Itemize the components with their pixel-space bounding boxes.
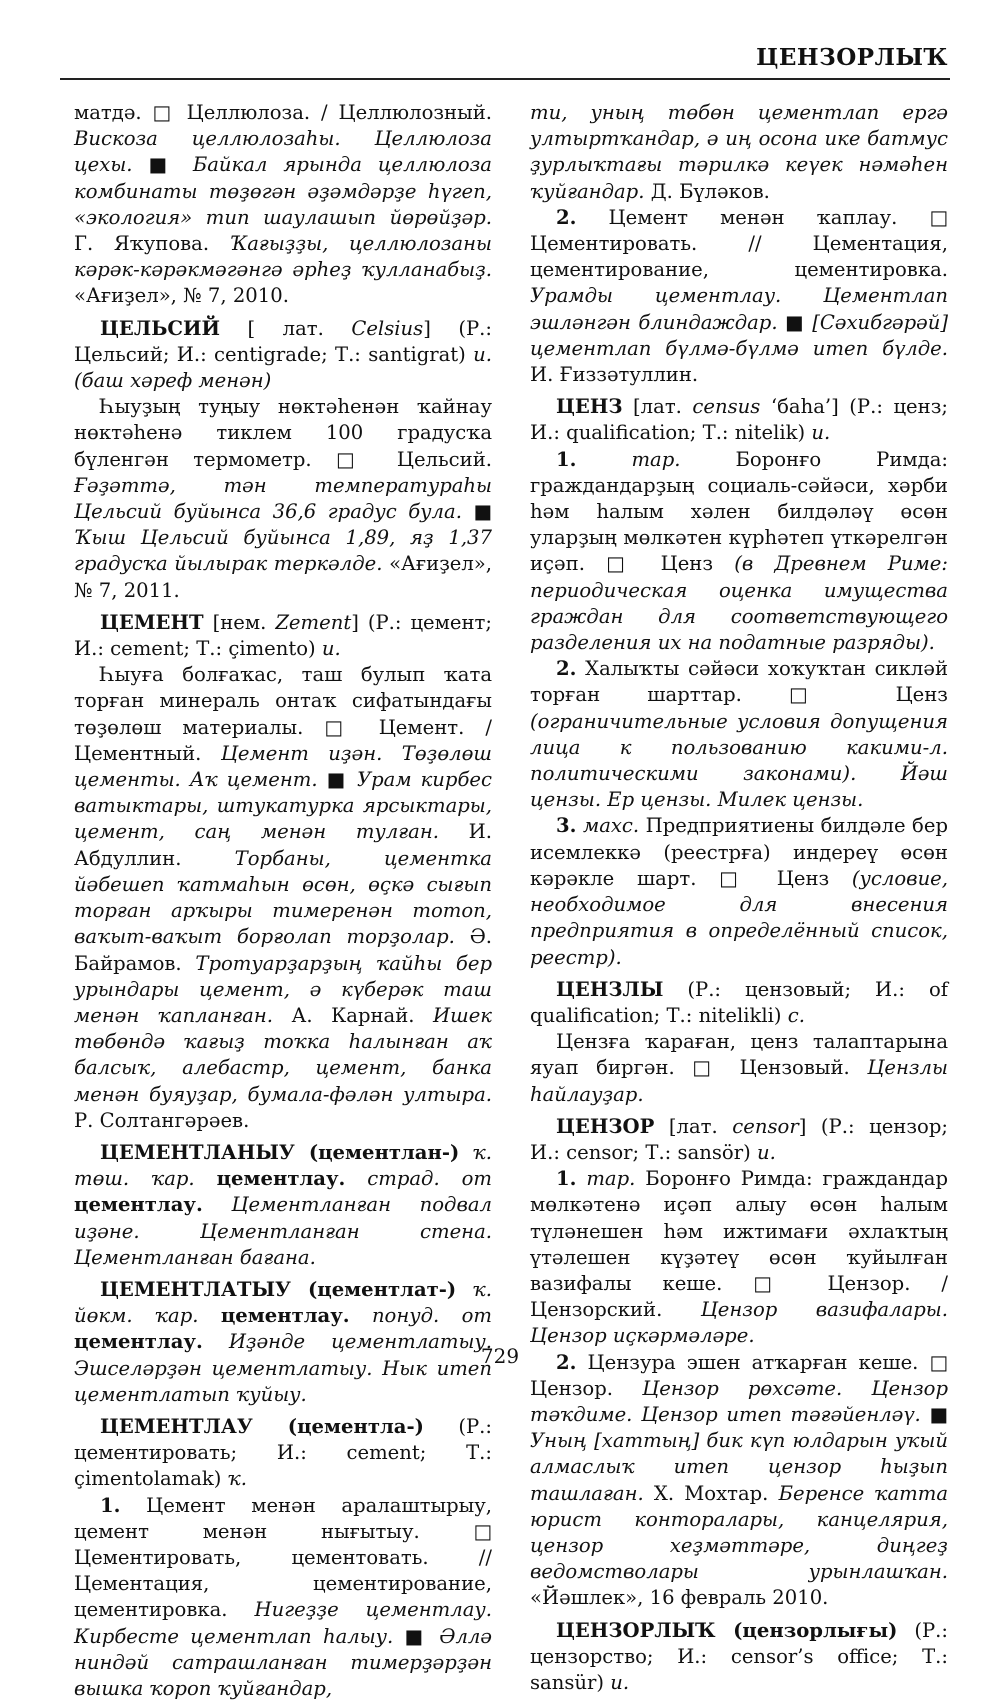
text: [лат. [622,395,693,419]
text: «Ағиҙел», № 7, 2011. [74,552,492,602]
italic-text: махс. [582,814,640,838]
text: Г. Яҡупова. [74,232,230,256]
italic-text: census [692,395,761,419]
headword: ЦЕЛЬСИЙ [100,316,220,340]
text [198,1304,220,1327]
italic-text: Ҡағыҙҙы, целлюлозаны кәрәк-кәрәкмәгәнгә әрһеҙ ҡулланабыҙ. [74,232,492,282]
text: Ә. Байрамов. [74,925,492,975]
russian-equivalent-marker-icon: □ [929,1350,948,1374]
text [456,1278,472,1301]
dictionary-entry-head [74,1414,492,1493]
text: Х. Мохтар. [643,1481,779,1505]
italic-text: и. [610,1670,630,1694]
citation-marker-icon: ■ [404,1624,429,1648]
citation-marker-icon: ■ [929,1402,948,1426]
citation-marker-icon: ■ [473,500,492,524]
text: Цензға ҡараған, ценз талаптарына яуап биргән. [530,1030,948,1080]
headword: цементлау. [220,1304,350,1328]
definition-paragraph [74,394,492,604]
text: Цементировать, цементовать. // Цементация, цементирование, цементировка. [74,1545,492,1622]
definition-paragraph [530,1166,948,1349]
italic-text: Цензор рөхсәте. Цензор тәҡдиме. Цензор итеп тәғәйенләү. [530,1376,948,1426]
italic-text: Цементланған подвал иҙәне. Цементланған стена. Цементланған бағана. [74,1193,492,1269]
headword: ЦЕНЗЛЫ [556,977,664,1001]
header-rule [60,78,950,80]
italic-text: Торбаны, цементка йәбешеп ҡатмаһын өсөн, өҫкә сығып торған арҡыры тимеренән тотоп, ваҡыт-ваҡыт борғолап торҙолар. [74,846,492,949]
text: Ценз [754,866,852,890]
text: [нем. [203,610,276,634]
text: И. Ғиззәтуллин. [530,363,699,387]
definition-paragraph [530,205,948,388]
text: Цемент менән аралаштырыу, цемент менән нығытыу. [74,1493,492,1543]
headword: ЦЕМЕНТЛАНЫУ (цементлан-) [100,1140,460,1164]
text: Цельсий. [372,447,492,471]
text [576,448,631,471]
continued-paragraph [530,100,948,205]
italic-text: Ишек төбөндә ҡағыҙ тоҡка һалынған аҡ балсыҡ, алебастр, цемент, банка менән буяуҙар, бумала-фәлән ултыра. [74,1003,492,1106]
italic-text: понуд. от [371,1304,492,1328]
text: Р. Солтангәрәев. [74,1108,250,1132]
text: «Йәшлек», 16 февраль 2010. [530,1586,829,1610]
right-column [530,100,948,1696]
text: Һыуҙың туңыу нөктәһенән ҡайнау нөктәһенә тиклем 100 градусҡа бүленгән термометр. [74,395,492,471]
text: ‘баһа’] (Р.: ценз; И.: qualification; Т.: nitelik) [530,395,948,445]
dictionary-entry-head [530,1618,948,1697]
dictionary-entry-head [530,394,948,446]
text: матдә. [74,101,153,124]
italic-text: Ҡыш Цельсий буйынса 1,89, яҙ 1,37 градусҡа йылырак теркәлде. [74,526,492,576]
italic-text: с. [787,1003,805,1027]
text [459,1141,472,1164]
italic-text: и. [321,637,341,661]
italic-text: Цензлы һайлауҙар. [530,1056,948,1106]
italic-text: Тротуарҙарҙың ҡайһы бер урындары цемент, ә күберәк таш менән ҡапланған. [74,951,493,1027]
page-number: 729 [480,1344,520,1368]
definition-paragraph [530,447,948,657]
headword: цементлау. [74,1193,203,1217]
russian-equivalent-marker-icon: □ [789,683,849,707]
definition-paragraph [530,813,948,970]
citation-marker-icon: ■ [148,153,177,177]
italic-text: Zement [275,610,352,634]
definition-paragraph [74,662,492,1134]
text: Предприятиены билдәле бер исемлеккә (реестрға) индереү өсөн кәрәкле шарт. [530,814,948,890]
italic-text: страд. от [367,1167,492,1191]
italic-text: Уның [хаттың] бик күп юлдарын уҡый алмаслыҡ итеп цензор һыҙып ташлаған. [530,1429,948,1505]
italic-text: Иҙәнде цементлатыу. Эшселәрҙән цементлатыу. Нык итеп цементлатып ҡуйыу. [74,1330,492,1406]
italic-text: (ограничительные условия допущения лица к пользованию какими-л. политическими законами). Йәш цензы. Ер цензы. Милек цензы. [530,709,948,812]
italic-text: ҡ. [227,1467,248,1491]
italic-text: Вискоза целлюлозаһы. Целлюлоза цехы. [74,127,492,177]
italic-text: Байкал ярында целлюлоза комбинаты төҙөгән әҙәмдәрҙе һүгеп, «экология» тип шаулашып йөрөйҙәр. [74,153,492,229]
text: Ценз [848,683,948,707]
text: [ лат. [219,316,352,340]
headword: ЦЕНЗ [556,395,623,419]
italic-text: Әллә ниндәй сатрашланған тимерҙәрҙән вышка ҡороп ҡуйғандар, [74,1624,492,1700]
italic-text: Цемент иҙән. Төҙөлөш цементы. Аҡ цемент. [74,741,492,792]
headword: ЦЕНЗОР [556,1114,655,1138]
dictionary-entry-head [74,1277,492,1408]
italic-text: ҡ. төш. ҡар. [74,1140,492,1191]
italic-text: и. [811,421,831,445]
italic-text: ҡ. йөкм. ҡар. [74,1277,492,1328]
definition-paragraph [530,1350,948,1612]
dictionary-entry-head [74,610,492,662]
headword: 1. [556,1167,577,1191]
definition-paragraph [530,656,948,813]
definition-paragraph [530,1029,948,1108]
text: Боронғо Римда: граждандар мөлкәтенә иҫәп алыу өсөн һалым түләнешен һәм ижтимағи әхлаҡтың үтәлешен күҙәтеү өсөн ҡуйылған вазифалы кеше. [530,1167,948,1295]
headword: 1. [100,1493,121,1517]
text: (Р.: цензовый; И.: of qualification; Т.: nitelikli) [530,977,948,1027]
text: Боронғо Римда: граждандарҙың социаль-сәйәси, хәрби һәм һалым хәлен билдәләү өсөн уларҙың мөлкәтен күрһәтеп үткәрелгән иҫәп. [530,447,948,576]
headword: ЦЕНЗОРЛЫҠ (цензорлығы) [556,1618,898,1642]
text: Цензура эшен атҡарған кеше. [576,1350,930,1374]
italic-text: Беренсе ҡатта юрист конторалары, канцелярия, цензор хеҙмәттәре, диңгеҙ ведомстволары урынлашҡан. [530,1481,948,1584]
dictionary-entry-head [74,316,492,395]
italic-text: и. [756,1140,776,1164]
headword: ЦЕМЕНТ [100,610,204,634]
text: (Р.: цементировать; И.: cement; Т.: çimentolamak) [74,1414,493,1491]
russian-equivalent-marker-icon: □ [335,447,373,471]
russian-equivalent-marker-icon: □ [692,1056,723,1080]
headword: цементлау. [74,1330,203,1354]
text: Цемент менән ҡаплау. [576,205,930,229]
italic-text: и. (баш хәреф менән) [74,342,492,393]
italic-text: Урам кирбес ватыктары, штукатурка ярсыктары, цемент, саң менән тулған. [74,768,493,844]
text: Цензор. / Цензорский. [530,1271,948,1322]
headword: 3. [556,814,577,838]
text [203,1193,232,1216]
italic-text: (в Древнем Риме: периодическая оценка имущества граждан для соответствующего разделения их на податные разряды). [530,552,948,655]
russian-equivalent-marker-icon: □ [719,866,755,890]
italic-text: [Сәхибгәрәй] цементлап бүлмә-бүлмә итеп бүлде. [530,310,948,360]
text [350,1304,372,1327]
headword: 2. [556,1350,577,1374]
headword: 2. [556,657,577,681]
dictionary-entry-head [530,1114,948,1166]
citation-marker-icon: ■ [785,310,805,334]
italic-text: тар. [631,447,681,471]
headword: 2. [556,205,577,229]
citation-marker-icon: ■ [326,768,348,792]
text: И. Абдуллин. [74,820,492,870]
text: Ценз [639,552,735,576]
text: Халыҡты сәйәси хоҡуҡтан сикләй торған шарттар. [530,657,948,707]
headword: ЦЕМЕНТЛАТЫУ (цементлат-) [100,1277,457,1301]
text: «Ағиҙел», № 7, 2010. [74,284,289,308]
text: А. Карнай. [272,1003,434,1027]
text: Д. Бүләков. [644,179,770,203]
dictionary-entry-head [74,1140,492,1271]
russian-equivalent-marker-icon: □ [753,1271,797,1295]
italic-text: тар. [586,1167,636,1191]
text: Целлюлоза. / Целлюлозный. [175,101,492,124]
italic-text: Ғәҙәттә, тән температураһы Цельсий буйынса 36,6 градус була. [74,473,492,524]
italic-text: (условие, необходимое для внесения предприятия в определённый список, реестр). [530,866,949,969]
italic-text: Celsius [351,316,424,340]
headword: ЦЕМЕНТЛАУ (цементла-) [100,1414,424,1438]
text: Цемент. / Цементный. [74,715,492,765]
definition-paragraph [74,1493,492,1702]
text [195,1167,217,1190]
italic-text: Цензор вазифалары. Цензор иҫкәрмәләре. [530,1298,948,1348]
russian-equivalent-marker-icon: □ [929,205,948,229]
running-headword: ЦЕНЗОРЛЫҠ [756,44,948,71]
russian-equivalent-marker-icon: □ [324,715,358,739]
text: ] (Р.: Цельсий; И.: centigrade; Т.: santigrat) [74,316,493,366]
text: ] (Р.: цензор; И.: censor; Т.: sansör) [530,1114,948,1164]
russian-equivalent-marker-icon: □ [152,101,176,124]
dictionary-entry-head [530,977,948,1029]
text: Цензовый. [722,1056,868,1080]
left-column [74,100,492,1702]
text: Цементировать. // Цементация, цементирование, цементировка. [530,232,948,282]
text: Цензор. [530,1376,643,1400]
italic-text: ти, уның төбөн цементлап ергә ултыртҡандар, ә иң осона ике батмус ҙурлыҡтағы тәрилкә кеүек нәмәһен ҡуйғандар. [530,101,948,203]
text: Һыуға болғаҡас, таш булып ҡата торған минераль онтаҡ сифатындағы төҙөлөш материалы. [74,663,492,739]
text: ] (Р.: цемент; И.: cement; Т.: çimento) [74,610,492,661]
headword: 1. [556,447,577,471]
italic-text: Урамды цементлау. Цементлап эшләнгән блиндаждар. [530,284,948,334]
text: [лат. [654,1114,733,1138]
headword: цементлау. [216,1167,346,1191]
italic-text: Нигеҙҙе цементлау. Кирбесте цементлап һалыу. [74,1598,492,1648]
italic-text: censor [732,1114,799,1138]
text [576,1167,586,1190]
russian-equivalent-marker-icon: □ [473,1519,492,1543]
text [345,1167,367,1190]
russian-equivalent-marker-icon: □ [606,552,640,576]
continued-paragraph [74,100,492,310]
text: (Р.: цензорство; И.: censor’s office; Т.: sansür) [530,1618,948,1694]
